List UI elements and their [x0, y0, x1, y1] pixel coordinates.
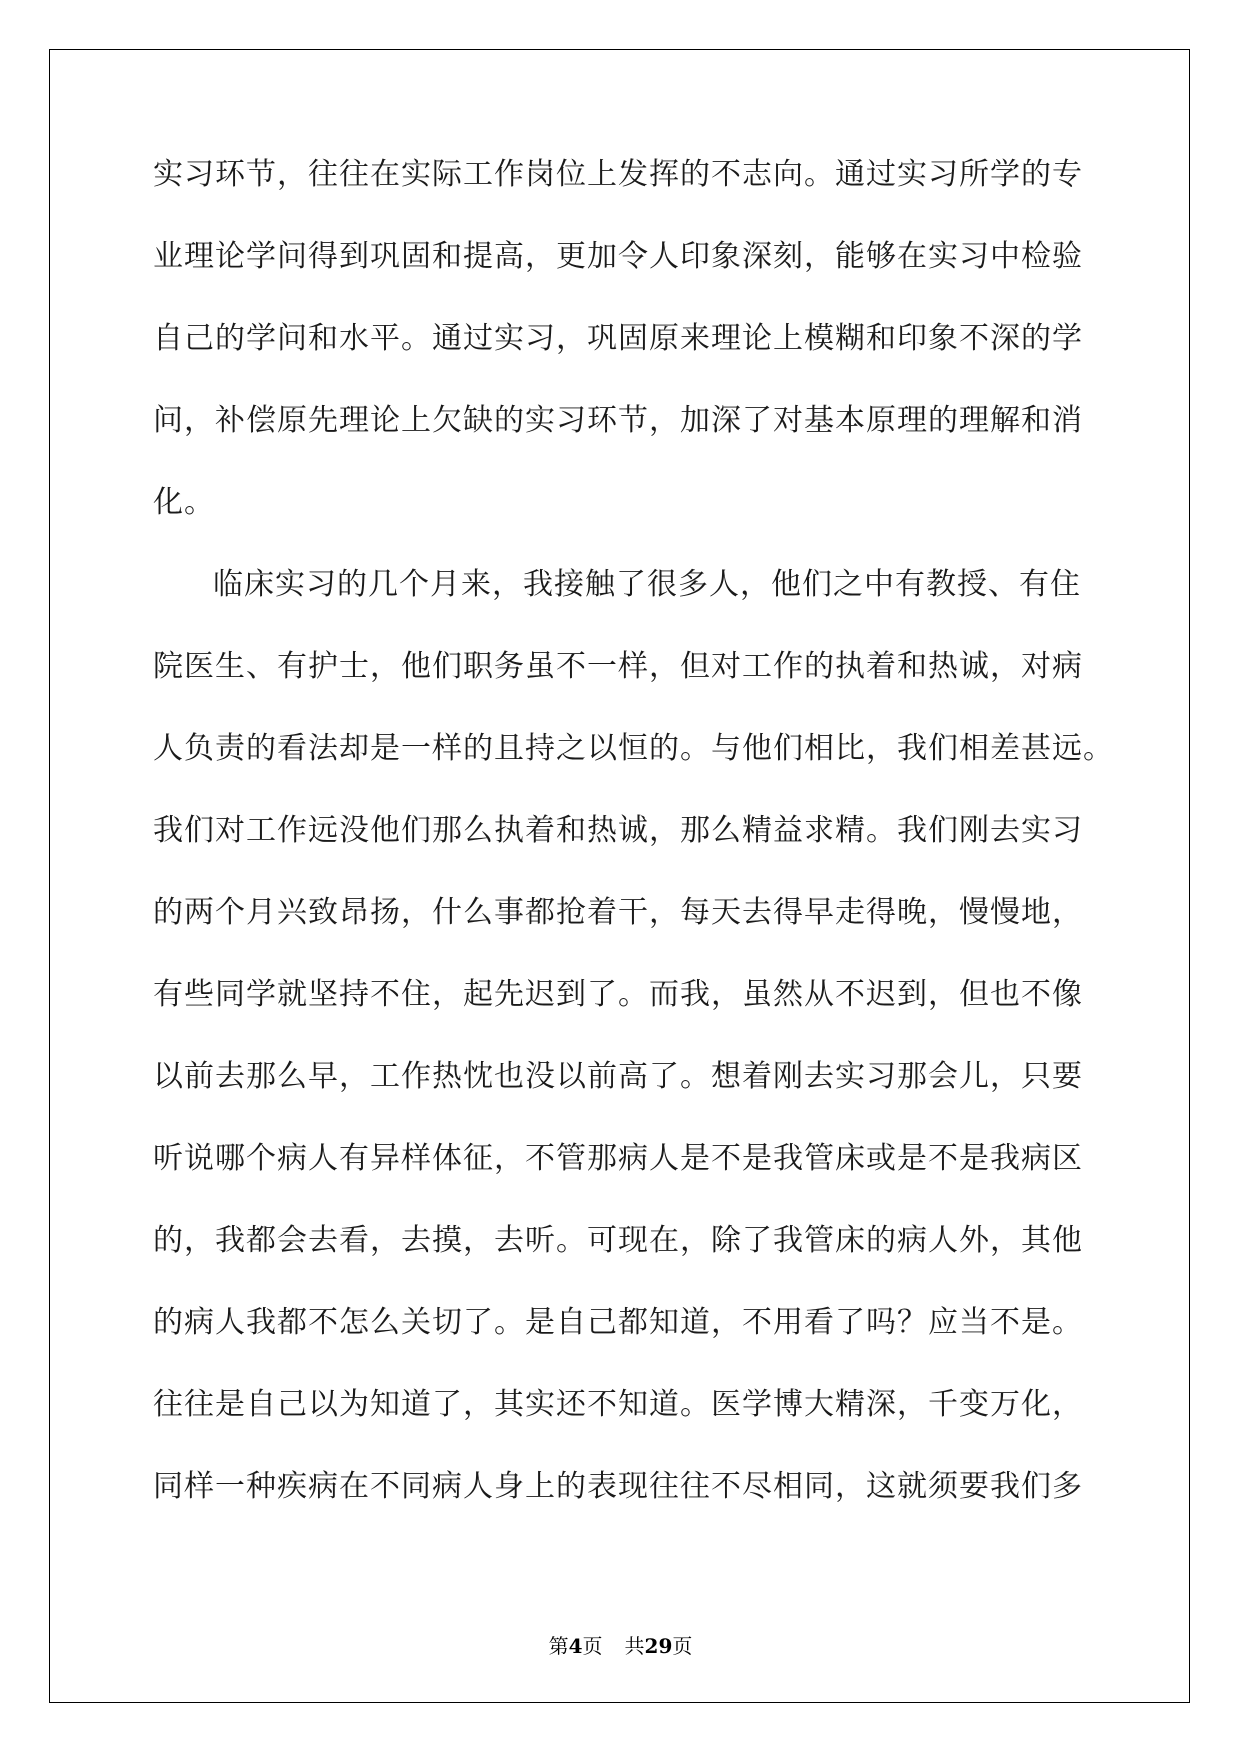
paragraph-start-line: 临床实习的几个月来，我接触了很多人，他们之中有教授、有住: [213, 567, 1081, 602]
text-line: 的两个月兴致昂扬，什么事都抢着干，每天去得早走得晚，慢慢地，: [153, 895, 1083, 930]
page-footer: [0, 1630, 1241, 1659]
page-current: 4: [568, 1634, 583, 1658]
text-line: 有些同学就坚持不住，起先迟到了。而我，虽然从不迟到，但也不像: [153, 977, 1083, 1012]
page-suffix: 页: [582, 1634, 603, 1658]
total-suffix: 页: [672, 1634, 693, 1658]
text-line: 院医生、有护士，他们职务虽不一样，但对工作的执着和热诚，对病: [153, 649, 1083, 684]
text-line: 自己的学问和水平。通过实习，巩固原来理论上模糊和印象不深的学: [153, 321, 1083, 356]
text-line: 业理论学问得到巩固和提高，更加令人印象深刻，能够在实习中检验: [153, 239, 1083, 274]
text-line: 听说哪个病人有异样体征，不管那病人是不是我管床或是不是我病区: [153, 1141, 1083, 1176]
text-line: 往往是自己以为知道了，其实还不知道。医学博大精深，千变万化，: [153, 1387, 1083, 1422]
page-prefix: 第: [548, 1634, 569, 1658]
text-line: 的，我都会去看，去摸，去听。可现在，除了我管床的病人外，其他: [153, 1223, 1083, 1258]
text-line: 以前去那么早，工作热忱也没以前高了。想着刚去实习那会儿，只要: [153, 1059, 1083, 1094]
text-line: 问，补偿原先理论上欠缺的实习环节，加深了对基本原理的理解和消: [153, 403, 1083, 438]
text-line: 实习环节，往往在实际工作岗位上发挥的不志向。通过实习所学的专: [153, 157, 1083, 192]
body-text: [153, 157, 1114, 1554]
text-line: 同样一种疾病在不同病人身上的表现往往不尽相同，这就须要我们多: [153, 1469, 1083, 1504]
total-prefix: 共: [624, 1634, 645, 1658]
text-line: 我们对工作远没他们那么执着和热诚，那么精益求精。我们刚去实习: [153, 813, 1083, 848]
text-line: 化。: [153, 485, 215, 520]
text-line: 的病人我都不怎么关切了。是自己都知道，不用看了吗？应当不是。: [153, 1305, 1083, 1340]
page-total: 29: [644, 1634, 673, 1658]
text-line: 人负责的看法却是一样的且持之以恒的。与他们相比，我们相差甚远。: [153, 731, 1114, 766]
